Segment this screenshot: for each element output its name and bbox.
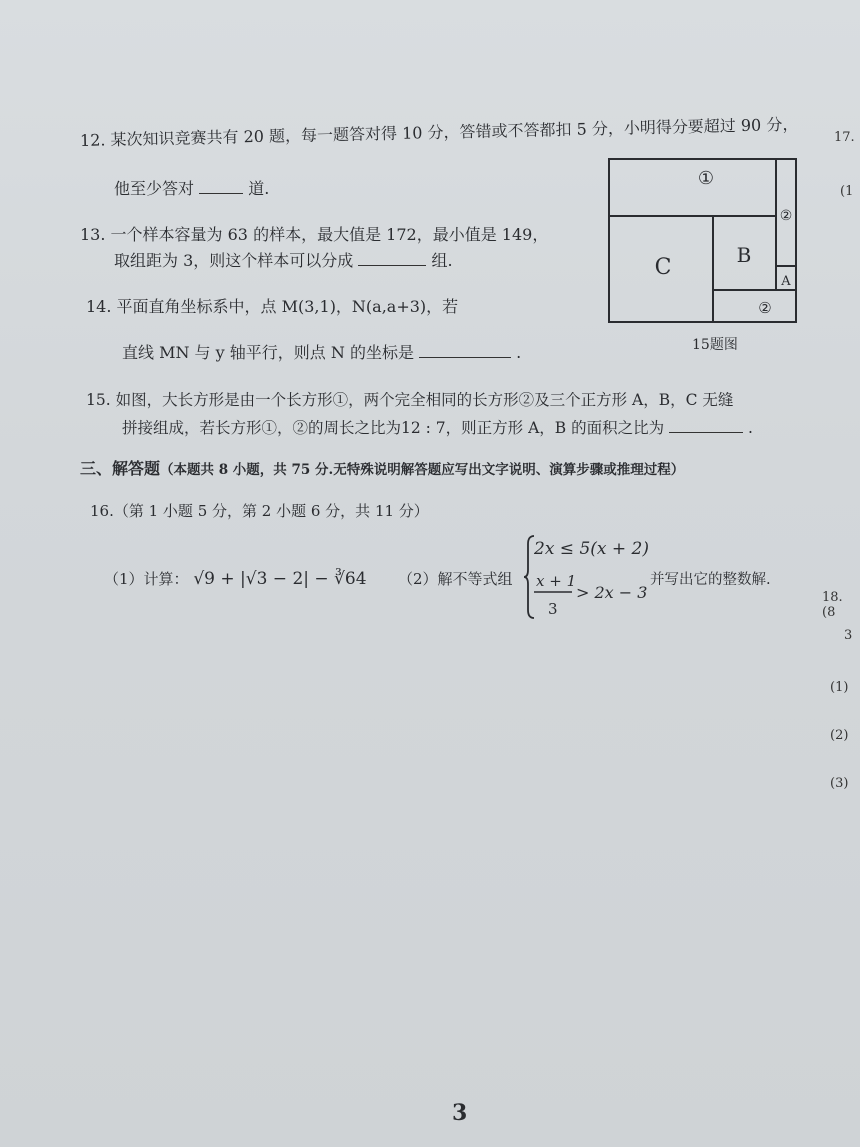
inequality-1: 2x ≤ 5(x + 2) [534,539,649,559]
q12-line2 [114,176,269,199]
q12-line2-pre: 他至少答对 [114,179,195,198]
q15-answer-blank [669,418,743,433]
q16-part2-label: （2）解不等式组 [398,570,513,588]
page-number: 3 [452,1100,468,1126]
section3-heading-line [80,456,684,479]
q15-line2-post: . [747,419,753,437]
margin-part-3: (3) [830,776,849,791]
margin-fragment-3: 3 [844,628,853,643]
q12-answer-blank [199,179,243,194]
margin-part-2: (2) [830,728,849,743]
inequality-2-rest: > 2x − 3 [576,583,648,602]
section3-note: （本题共 8 小题，共 75 分.无特殊说明解答题应写出文字说明、演算步骤或推理过程） [160,462,685,478]
figure-label-1: ① [697,168,715,189]
q15-line2-pre: 拼接组成，若长方形①，②的周长之比为12 : 7，则正方形 A，B 的面积之比为 [122,419,665,437]
q16-part1-label: （1）计算： [104,570,189,588]
figure-caption: 15题图 [692,337,738,353]
figure-label-2-bottom: ② [758,299,772,317]
q14-line1: 14. 平面直角坐标系中，点 M(3,1)，N(a,a+3)，若 [86,297,459,316]
left-brace-icon [524,536,534,618]
q15-line1: 15. 如图，大长方形是由一个长方形①，两个完全相同的长方形②及三个正方形 A，B，C 无缝 [86,391,734,409]
q13-line1: 13. 一个样本容量为 63 的样本，最大值是 172，最小值是 149， [80,225,549,244]
q13-answer-blank [358,251,426,266]
inequality-2-numerator: x + 1 [536,572,577,590]
section3-heading: 三、解答题 [80,459,161,478]
figure-label-c: C [654,255,672,280]
q14-line2 [122,340,521,363]
q13-line2 [114,248,453,271]
q15-line2 [122,416,753,438]
margin-q18: 18. (8 [822,590,843,620]
q16-title: 16.（第 1 小题 5 分，第 2 小题 6 分，共 11 分） [90,502,429,520]
q14-line2-pre: 直线 MN 与 y 轴平行，则点 N 的坐标是 [122,343,414,362]
q12-line2-post: 道. [248,179,270,198]
margin-fragment-1: (1 [840,184,854,199]
q16-part1-expression: √9 + |√3 − 2| − ∛64 [193,569,367,589]
figure-label-b: B [736,243,752,267]
figure-label-a: A [781,274,791,289]
margin-q17: 17. [834,130,855,145]
figure-label-2-right: ② [779,208,793,224]
q16-part1 [104,568,367,589]
q14-answer-blank [419,343,511,358]
q13-line2-pre: 取组距为 3，则这个样本可以分成 [114,251,354,270]
q14-line2-post: . [516,343,522,362]
q15-figure [608,158,798,324]
margin-part-1: (1) [830,680,849,695]
q16-part2-tail: 并写出它的整数解. [650,572,771,588]
q13-line2-post: 组. [431,251,453,270]
q12-line1: 12. 某次知识竞赛共有 20 题，每一题答对得 10 分，答错或不答都扣 5 分，小明得分要超过 90 分， [79,114,799,150]
inequality-2-denominator: 3 [548,600,558,618]
